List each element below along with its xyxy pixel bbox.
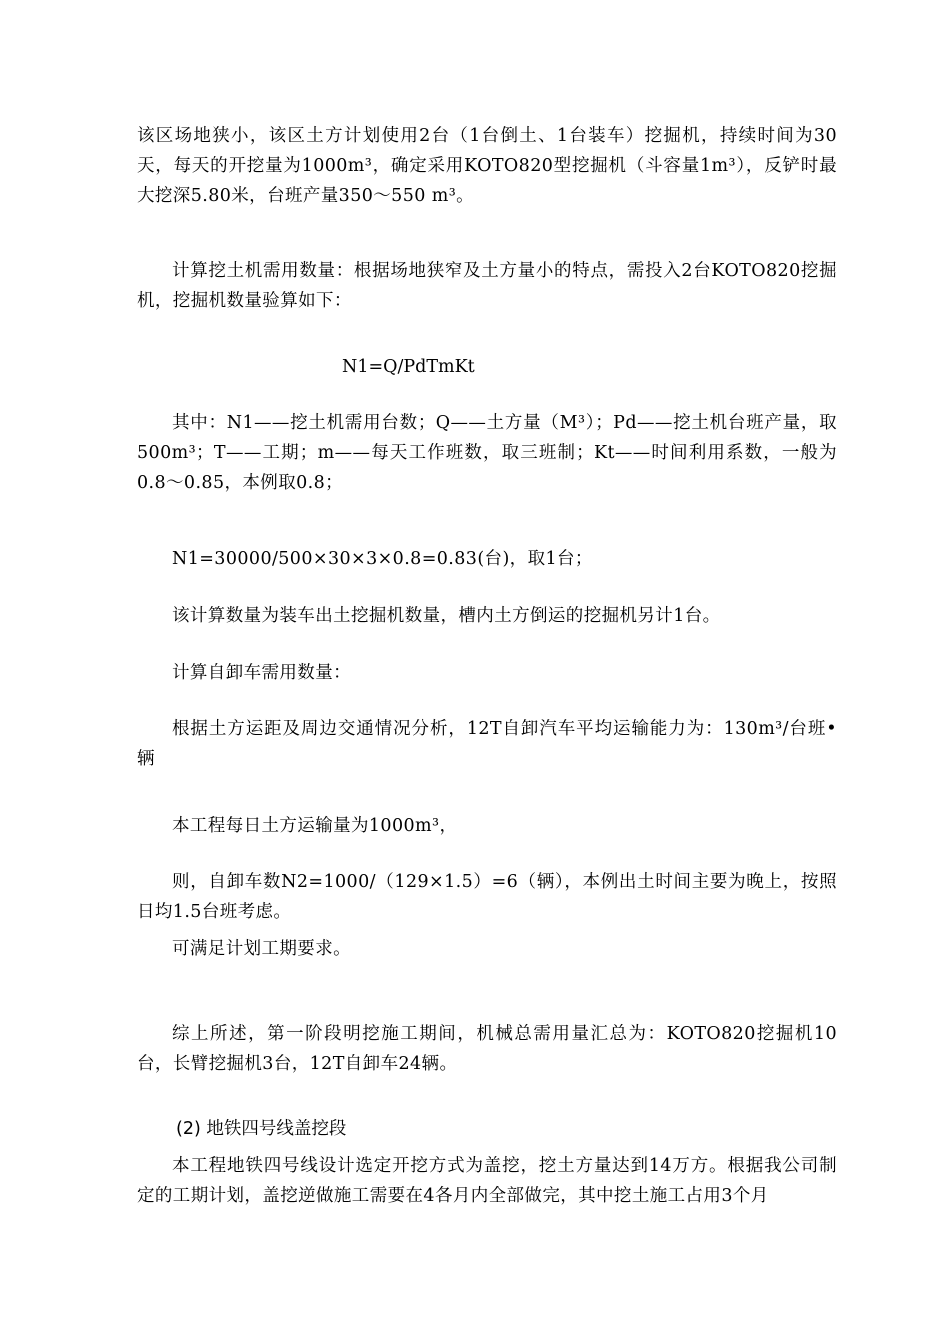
- paragraph-variable-definitions: 其中：N1——挖土机需用台数；Q——土方量（M³）；Pd——挖土机台班产量，取500m³；T——工期；m——每天工作班数，取三班制；Kt——时间利用系数，一般为0.8～0.85，本例取0.8；: [137, 413, 837, 493]
- paragraph-extra-excavator: 该计算数量为装车出土挖掘机数量，槽内土方倒运的挖掘机另计1台。: [172, 606, 721, 626]
- section-heading: (2) 地铁四号线盖挖段: [176, 1119, 347, 1139]
- paragraph-excavator-count-intro: 计算挖土机需用数量：根据场地狭窄及土方量小的特点，需投入2台KOTO820挖掘机，挖掘机数量验算如下：: [137, 261, 837, 311]
- paragraph-schedule-ok: 可满足计划工期要求。: [172, 939, 351, 959]
- paragraph-truck-capacity: 根据土方运距及周边交通情况分析，12T自卸汽车平均运输能力为：130m³/台班•辆: [137, 719, 837, 769]
- paragraph-n2-calculation: 则，自卸车数N2=1000/（129×1.5）=6（辆），本例出土时间主要为晚上，按照日均1.5台班考虑。: [137, 872, 837, 922]
- formula-n1: N1=Q/PdTmKt: [342, 357, 475, 377]
- paragraph-daily-volume: 本工程每日土方运输量为1000m³，: [172, 816, 458, 836]
- paragraph-summary: 综上所述，第一阶段明挖施工期间，机械总需用量汇总为：KOTO820挖掘机10台，长臂挖掘机3台，12T自卸车24辆。: [137, 1024, 837, 1074]
- paragraph-site-conditions: 该区场地狭小，该区土方计划使用2台（1台倒土、1台装车）挖掘机，持续时间为30天，每天的开挖量为1000m³，确定采用KOTO820型挖掘机（斗容量1m³），反铲时最大挖深5.80米，台班产量350～550 m³。: [137, 126, 837, 206]
- paragraph-dump-truck-heading: 计算自卸车需用数量：: [172, 663, 351, 683]
- paragraph-cover-excavation: 本工程地铁四号线设计选定开挖方式为盖挖，挖土方量达到14万方。根据我公司制定的工期计划，盖挖逆做施工需要在4各月内全部做完，其中挖土施工占用3个月: [137, 1156, 837, 1206]
- paragraph-n1-calculation: N1=30000/500×30×3×0.8=0.83(台)，取1台；: [172, 549, 593, 569]
